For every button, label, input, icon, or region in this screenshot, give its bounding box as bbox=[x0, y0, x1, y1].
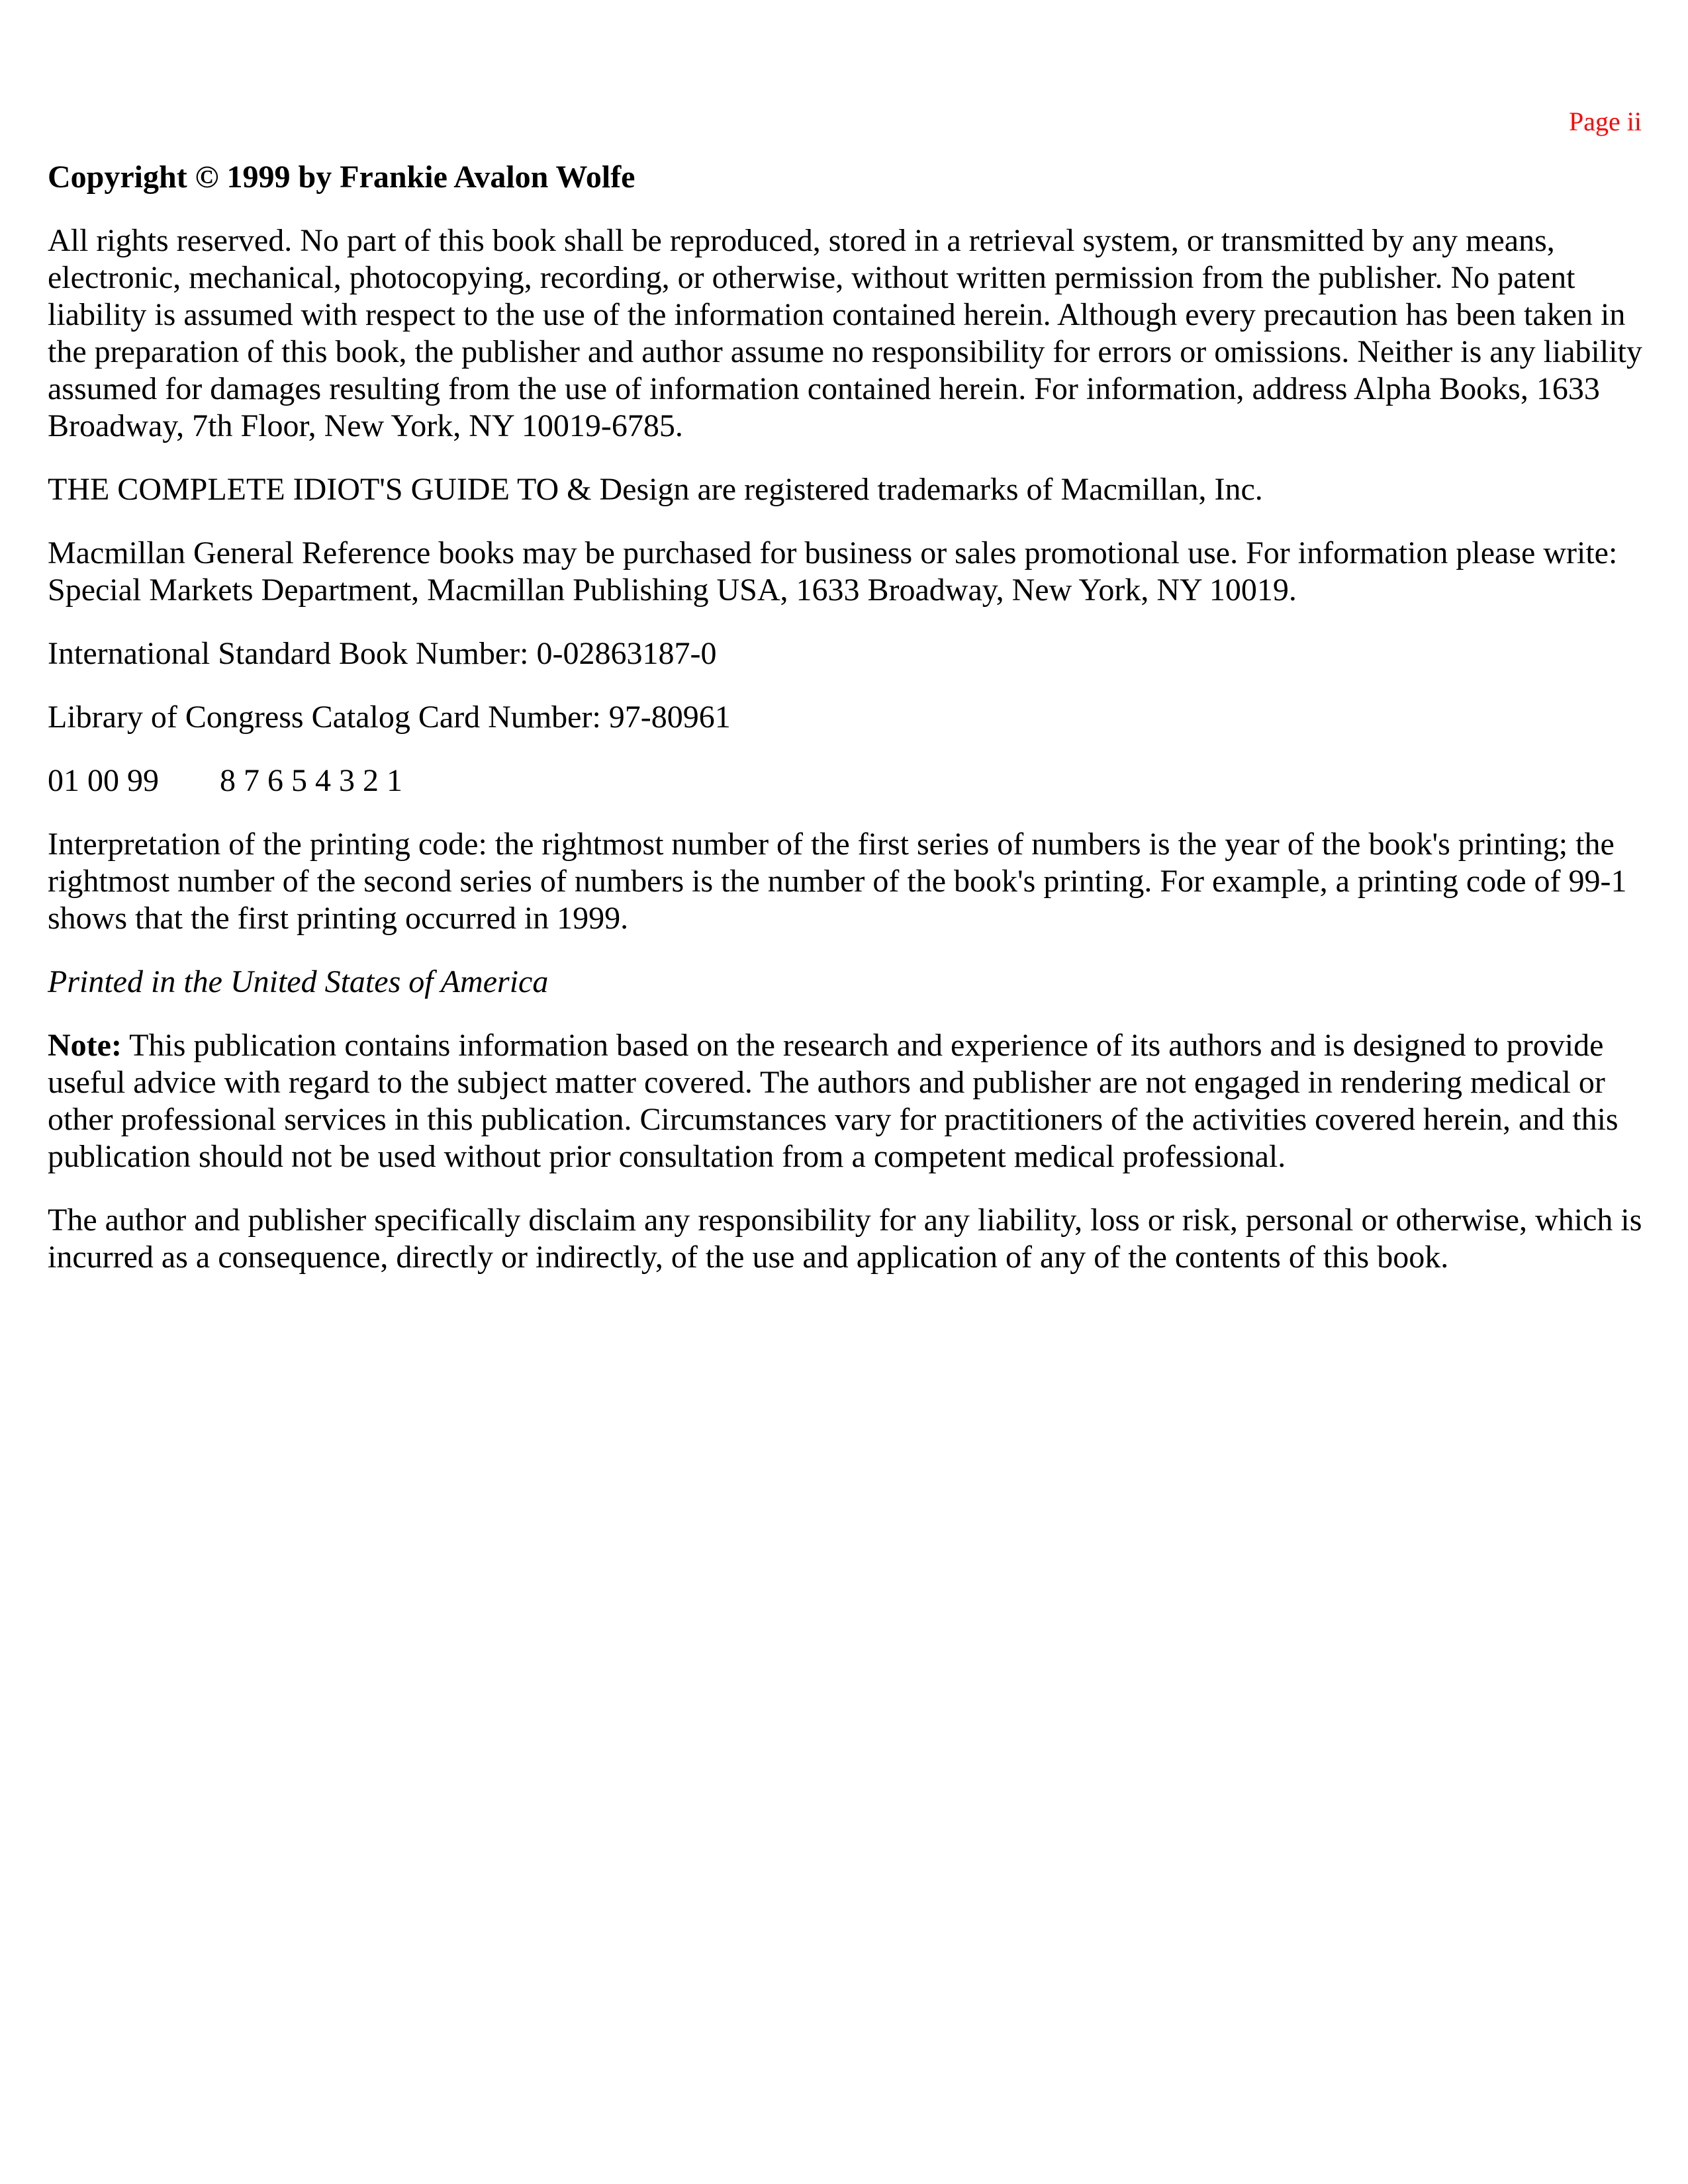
printing-code-years: 01 00 99 bbox=[48, 763, 159, 798]
rights-paragraph: All rights reserved. No part of this book shall be reproduced, stored in a retrieval system, or transmitted by any means, electronic, mechanical, photocopying, recording, or otherwise, without written permission from the publisher. No patent liability is assumed with respect to the use of the information contained herein. Although every precaution has been taken in the preparation of this book, the publisher and author assume no responsibility for errors or omissions. Neither is any liability assumed for damages resulting from the use of information contained herein. For information, address Alpha Books, 1633 Broadway, 7th Floor, New York, NY 10019-6785. bbox=[48, 223, 1642, 443]
isbn-line: International Standard Book Number: 0-02863187-0 bbox=[48, 636, 717, 671]
printing-code-explanation: Interpretation of the printing code: the rightmost number of the first series of numbers is the year of the book's printing; the rightmost number of the second series of numbers is the number of the book's printing. For example, a printing code of 99-1 shows that the first printing occurred in 1999. bbox=[48, 827, 1627, 936]
copyright-page-content bbox=[48, 159, 1643, 1302]
note-text: This publication contains information based on the research and experience of its authors and is designed to provide useful advice with regard to the subject matter covered. The authors and publisher are not engaged in rendering medical or other professional services in this publication. Circumstances vary for practitioners of the activities covered herein, and this publication should not be used without prior consultation from a competent medical professional. bbox=[48, 1028, 1618, 1174]
copyright-heading: Copyright © 1999 by Frankie Avalon Wolfe bbox=[48, 159, 635, 195]
special-sales-paragraph: Macmillan General Reference books may be purchased for business or sales promotional use. For information please write: Special Markets Department, Macmillan Publishing USA, 1633 Broadway, New York, NY 10019. bbox=[48, 535, 1618, 608]
printing-code-numbers: 8 7 6 5 4 3 2 1 bbox=[220, 763, 402, 798]
note-label: Note: bbox=[48, 1028, 122, 1063]
lccn-line: Library of Congress Catalog Card Number: 97-80961 bbox=[48, 700, 731, 735]
printed-in-line: Printed in the United States of America bbox=[48, 964, 549, 999]
page-number-label: Page ii bbox=[1569, 107, 1642, 136]
disclaimer-paragraph: The author and publisher specifically disclaim any responsibility for any liability, loss or risk, personal or otherwise, which is incurred as a consequence, directly or indirectly, of the use and application of any of the contents of this book. bbox=[48, 1203, 1642, 1275]
printing-code-line bbox=[48, 762, 1643, 799]
note-paragraph bbox=[48, 1027, 1643, 1175]
trademark-paragraph: THE COMPLETE IDIOT'S GUIDE TO & Design are registered trademarks of Macmillan, Inc. bbox=[48, 472, 1263, 507]
